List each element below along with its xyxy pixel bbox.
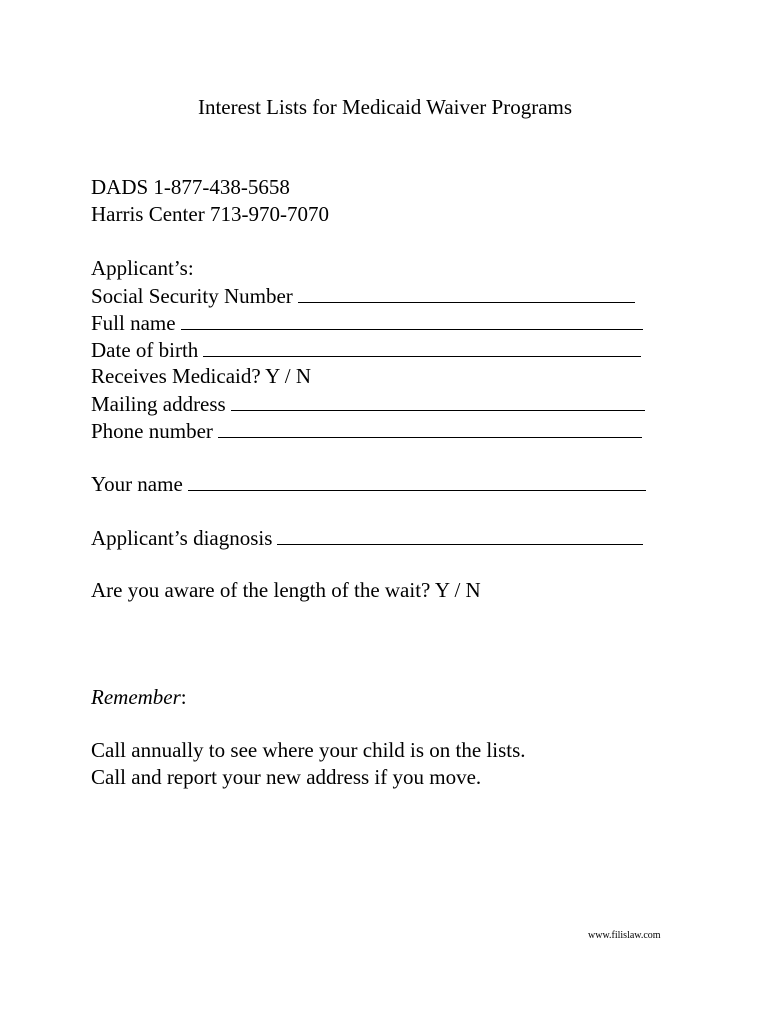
page-title: Interest Lists for Medicaid Waiver Programs — [197, 95, 573, 119]
diagnosis-row — [91, 524, 643, 552]
ssn-blank[interactable] — [298, 282, 635, 303]
dads-phone: DADS 1-877-438-5658 — [91, 175, 290, 199]
remember-line-address: Call and report your new address if you move. — [91, 765, 482, 789]
full-name-row — [91, 309, 643, 337]
full-name-label: Full name — [91, 311, 176, 335]
your-name-label: Your name — [91, 472, 183, 496]
phone-label: Phone number — [91, 419, 213, 443]
diagnosis-label: Applicant’s diagnosis — [91, 526, 273, 550]
phone-row — [91, 417, 642, 445]
remember-colon: : — [180, 685, 187, 709]
diagnosis-blank[interactable] — [277, 524, 643, 545]
remember-line-annual: Call annually to see where your child is on the lists. — [91, 738, 526, 762]
wait-row — [91, 577, 481, 604]
medicaid-label[interactable]: Receives Medicaid? Y / N — [91, 364, 312, 388]
mailing-row — [91, 390, 645, 418]
your-name-row — [91, 470, 646, 498]
harris-center-phone: Harris Center 713-970-7070 — [91, 202, 329, 226]
ssn-row — [91, 282, 635, 310]
mailing-blank[interactable] — [231, 390, 645, 411]
phone-blank[interactable] — [218, 417, 642, 438]
remember-word: Remember — [91, 685, 181, 709]
dob-row — [91, 336, 641, 364]
medicaid-row — [91, 363, 311, 390]
dob-blank[interactable] — [203, 336, 641, 357]
mailing-label: Mailing address — [91, 392, 226, 416]
applicant-heading: Applicant’s: — [91, 256, 194, 280]
footer-url: www.filislaw.com — [588, 930, 661, 941]
your-name-blank[interactable] — [188, 470, 646, 491]
dob-label: Date of birth — [91, 338, 199, 362]
ssn-label: Social Security Number — [91, 284, 293, 308]
full-name-blank[interactable] — [181, 309, 643, 330]
remember-heading — [91, 684, 187, 711]
wait-label[interactable]: Are you aware of the length of the wait? Y / N — [91, 578, 481, 602]
